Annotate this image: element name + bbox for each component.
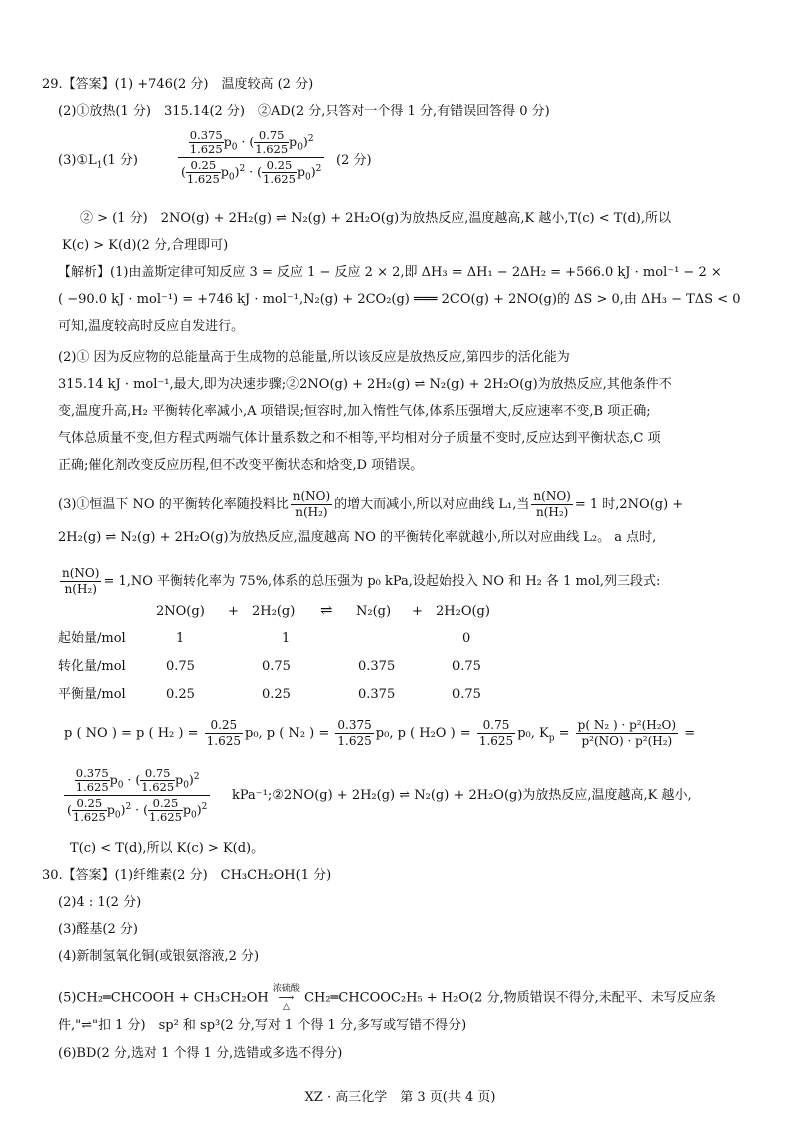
row-label: 平衡量/mol <box>58 687 126 702</box>
analysis-3-line2: 2H₂(g) ⇌ N₂(g) + 2H₂O(g)为放热反应,温度越高 NO 的平衡转化率就越小,所以对应曲线 L₂。 a 点时, <box>58 530 657 545</box>
q29-answer-3-2-cont: K(c) > K(d)(2 分,合理即可) <box>62 238 229 253</box>
q29-answer-heading: 29.【答案】(1) +746(2 分) 温度较高 (2 分) <box>42 77 314 92</box>
analysis-2-line2: 315.14 kJ · mol⁻¹,最大,即为决速步骤;②2NO(g) + 2H₂(g) ⇌ N₂(g) + 2H₂O(g)为放热反应,其他条件不 <box>58 377 672 392</box>
kp-expression-2: $\frac{0.375}{1.625}$ $p_0$ · ( $\frac{0.75}{1.625}$ $p_0)^2$ ( $\frac{0.25}{1.625}$ $p_0)^2$ · ( $\frac{0.25}{1.625}$ $p_0)^2$ <box>64 766 210 825</box>
row-value: 1 <box>176 631 185 646</box>
partial-pressures-line: p ( NO ) = p ( H₂ ) = $\frac{0.25}{1.625}$ p₀, p ( N₂ ) = $\frac{0.375}{1.625}$ p₀, p ( H₂O ) = $\frac{0.75}{1.625}$ p₀, $K_p$ = $\frac{\text{p( N₂ ) · p²(H₂O)}}{\text{p²(NO) · p²(H₂)}}$ = <box>64 718 696 748</box>
kp-conclusion-line: kPa⁻¹;②2NO(g) + 2H₂(g) ⇌ N₂(g) + 2H₂O(g)为放热反应,温度越高,K 越小, <box>232 788 692 803</box>
page-footer: XZ · 高三化学 第 3 页(共 4 页) <box>304 1090 496 1105</box>
q30-answer-2: (2)4 : 1(2 分) <box>58 895 142 910</box>
q29-answer-3-2: ② > (1 分) 2NO(g) + 2H₂(g) ⇌ N₂(g) + 2H₂O(g)为放热反应,温度越高,K 越小,T(c) < T(d),所以 <box>80 211 671 226</box>
analysis-2-line3: 变,温度升高,H₂ 平衡转化率减小,A 项错误;恒容时,加入惰性气体,体系压强增大,反应速率不变,B 项正确; <box>58 404 651 419</box>
row-value: 0.375 <box>358 659 396 674</box>
kp-conclusion-line2: T(c) < T(d),所以 K(c) > K(d)。 <box>70 841 265 856</box>
analysis-2-line4: 气体总质量不变,但方程式两端气体计量系数之和不相等,平均相对分子质量不变时,反应达到平衡状态,C 项 <box>58 431 661 446</box>
eq-species: 2NO(g) <box>156 604 205 619</box>
q30-answer-5-cont: 件,"⇌"扣 1 分) sp² 和 sp³(2 分,写对 1 个得 1 分,多写或写错不得分) <box>58 1018 467 1033</box>
eq-arrow: ⇌ <box>320 601 333 619</box>
analysis-1-line1: 【解析】(1)由盖斯定律可知反应 3 = 反应 1 − 反应 2 × 2,即 ΔH₃ = ΔH₁ − 2ΔH₂ = +566.0 kJ · mol⁻¹ − 2 × <box>58 265 722 280</box>
row-label: 起始量/mol <box>58 631 126 646</box>
q30-answer-6: (6)BD(2 分,选对 1 个得 1 分,选错或多选不得分) <box>58 1046 343 1061</box>
eq-plus: + <box>228 604 239 619</box>
q30-answer-heading: 30.【答案】(1)纤维素(2 分) CH₃CH₂OH(1 分) <box>42 868 332 883</box>
eq-species: 2H₂O(g) <box>436 604 490 619</box>
row-value: 0.75 <box>262 659 291 674</box>
analysis-1-line2: ( −90.0 kJ · mol⁻¹) = +746 kJ · mol⁻¹,N₂(g) + 2CO₂(g) ═══ 2CO(g) + 2NO(g)的 ΔS > 0,由 ΔH₃ − TΔS < 0 <box>58 292 741 307</box>
eq-species: N₂(g) <box>356 604 392 619</box>
row-value: 0.25 <box>166 687 195 702</box>
q29-answer-3-label: $(3)①L_1(1$ 分) <box>58 153 138 171</box>
q30-answer-4: (4)新制氢氧化铜(或银氨溶液,2 分) <box>58 949 260 964</box>
q30-answer-5: (5)CH₂═CHCOOH + CH₃CH₂OH 浓硫酸 ⟶ △ CH₂═CHCOOC₂H₅ + H₂O(2 分,物质错误不得分,未配平、未写反应条 <box>58 984 716 1012</box>
q30-answer-3: (3)醛基(2 分) <box>58 922 138 937</box>
row-value: 0.375 <box>358 687 396 702</box>
analysis-1-line3: 可知,温度较高时反应自发进行。 <box>58 319 245 334</box>
row-value: 0.75 <box>452 687 481 702</box>
row-value: 0.25 <box>262 687 291 702</box>
row-value: 0.75 <box>166 659 195 674</box>
row-value: 0 <box>462 631 471 646</box>
analysis-2-line1: (2)① 因为反应物的总能量高于生成物的总能量,所以该反应是放热反应,第四步的活化能为 <box>58 350 570 365</box>
row-value: 0.75 <box>452 659 481 674</box>
analysis-3-line3: $\frac{n(NO)}{\text{n(H₂)}}$ = 1,NO 平衡转化率为 75%,体系的总压强为 p₀ kPa,设起始投入 NO 和 H₂ 各 1 mol,列三段式: <box>62 566 661 596</box>
eq-species: 2H₂(g) <box>252 604 296 619</box>
row-value: 1 <box>282 631 291 646</box>
q29-answer-3-score: (2 分) <box>336 153 372 168</box>
analysis-3-line1: (3)①恒温下 NO 的平衡转化率随投料比 $\frac{n(NO)}{\text{n(H₂)}}$ 的增大而减小,所以对应曲线 L₁,当 $\frac{n(NO)}{\text{n(H₂)}}$ = 1 时,2NO(g) + <box>58 489 684 519</box>
row-label: 转化量/mol <box>58 659 126 674</box>
analysis-2-line5: 正确;催化剂改变反应历程,但不改变平衡状态和焓变,D 项错误。 <box>58 458 424 473</box>
eq-plus: + <box>412 604 423 619</box>
q29-answer-2: (2)①放热(1 分) 315.14(2 分) ②AD(2 分,只答对一个得 1 分,有错误回答得 0 分) <box>58 104 550 119</box>
kp-expression-1: $\frac{0.375}{1.625}$ $p_0$ · ( $\frac{0.75}{1.625}$ $p_0)^2$ ( $\frac{0.25}{1.625}$ $p_0)^2$ · ( $\frac{0.25}{1.625}$ $p_0)^2$ <box>178 128 324 187</box>
